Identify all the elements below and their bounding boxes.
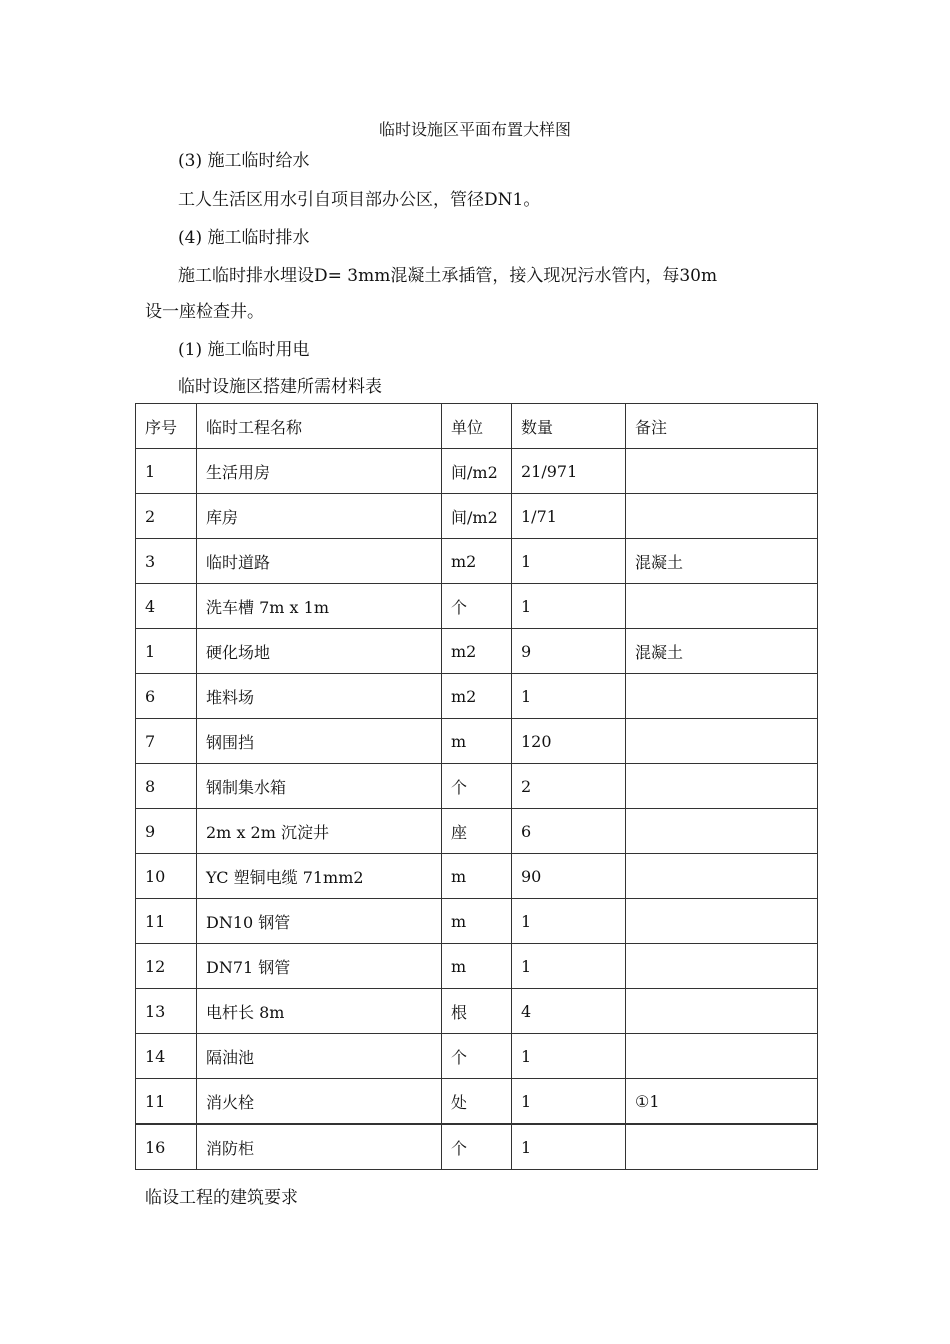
table-cell: 1/71	[512, 494, 626, 539]
table-cell: 11	[136, 1079, 197, 1125]
table-cell	[626, 719, 818, 764]
table-cell: 1	[512, 584, 626, 629]
table-cell: 个	[442, 1034, 512, 1079]
table-cell	[626, 809, 818, 854]
paragraph-water-supply: 工人生活区用水引自项目部办公区，管径DN1。	[178, 190, 541, 210]
table-row	[136, 944, 818, 989]
table-cell: DN10 钢管	[197, 899, 442, 944]
table-row	[136, 809, 818, 854]
table-cell	[626, 989, 818, 1034]
table-cell	[626, 1034, 818, 1079]
table-cell: 间/m2	[442, 449, 512, 494]
footer-heading: 临设工程的建筑要求	[145, 1188, 298, 1208]
table-cell: 混凝土	[626, 539, 818, 584]
table-cell: 个	[442, 764, 512, 809]
table-cell: 11	[136, 899, 197, 944]
materials-table	[135, 403, 818, 1170]
table-cell	[626, 764, 818, 809]
table-row	[136, 584, 818, 629]
table-cell: m	[442, 854, 512, 899]
table-row	[136, 854, 818, 899]
table-cell: 隔油池	[197, 1034, 442, 1079]
table-row	[136, 1034, 818, 1079]
table-cell	[626, 1124, 818, 1170]
page-title: 临时设施区平面布置大样图	[378, 120, 571, 139]
table-cell: 间/m2	[442, 494, 512, 539]
table-cell: 14	[136, 1034, 197, 1079]
table-cell: 混凝土	[626, 629, 818, 674]
table-cell: 1	[512, 674, 626, 719]
table-cell: ①1	[626, 1079, 818, 1125]
table-cell: 1	[512, 899, 626, 944]
header-cell: 数量	[512, 404, 626, 449]
table-cell: 90	[512, 854, 626, 899]
table-cell: 3	[136, 539, 197, 584]
table-cell: 消火栓	[197, 1079, 442, 1125]
table-cell: 2	[136, 494, 197, 539]
table-cell: 1	[512, 944, 626, 989]
table-cell	[626, 899, 818, 944]
table-cell	[626, 944, 818, 989]
table-cell: m2	[442, 539, 512, 584]
table-cell: 消防柜	[197, 1124, 442, 1170]
table-cell: m	[442, 944, 512, 989]
paragraph-drainage-line1: 施工临时排水埋设D= 3mm混凝土承插管，接入现况污水管内，每30m	[178, 266, 718, 286]
table-cell: m2	[442, 674, 512, 719]
header-cell: 单位	[442, 404, 512, 449]
table-caption: 临时设施区搭建所需材料表	[178, 377, 382, 397]
table-cell: 硬化场地	[197, 629, 442, 674]
table-cell: 2	[512, 764, 626, 809]
header-cell: 临时工程名称	[197, 404, 442, 449]
table-cell	[626, 854, 818, 899]
table-cell: 钢围挡	[197, 719, 442, 764]
table-cell: 钢制集水箱	[197, 764, 442, 809]
table-cell: 1	[136, 449, 197, 494]
table-cell: 处	[442, 1079, 512, 1125]
table-cell: m2	[442, 629, 512, 674]
table-header-row	[136, 404, 818, 449]
table-row	[136, 719, 818, 764]
table-cell: 个	[442, 1124, 512, 1170]
table-cell: 座	[442, 809, 512, 854]
table-cell: 120	[512, 719, 626, 764]
table-cell: 生活用房	[197, 449, 442, 494]
table-cell	[626, 674, 818, 719]
table-cell	[626, 494, 818, 539]
table-cell: YC 塑铜电缆 71mm2	[197, 854, 442, 899]
table-cell: 10	[136, 854, 197, 899]
table-cell: 根	[442, 989, 512, 1034]
table-row	[136, 629, 818, 674]
table-cell: 1	[136, 629, 197, 674]
header-cell: 序号	[136, 404, 197, 449]
table-cell: DN71 钢管	[197, 944, 442, 989]
table-cell: 堆料场	[197, 674, 442, 719]
table-row	[136, 449, 818, 494]
table-cell: 9	[512, 629, 626, 674]
table-cell: 1	[512, 539, 626, 584]
table-row	[136, 1079, 818, 1125]
table-cell: 8	[136, 764, 197, 809]
table-row	[136, 674, 818, 719]
table-cell: 电杆长 8m	[197, 989, 442, 1034]
table-cell: 13	[136, 989, 197, 1034]
table-cell: m	[442, 719, 512, 764]
table-cell: 4	[512, 989, 626, 1034]
table-cell: 库房	[197, 494, 442, 539]
table-cell: 临时道路	[197, 539, 442, 584]
table-cell: 4	[136, 584, 197, 629]
table-cell: 1	[512, 1124, 626, 1170]
table-row	[136, 989, 818, 1034]
table-cell: 16	[136, 1124, 197, 1170]
table-cell: m	[442, 899, 512, 944]
table-cell: 7	[136, 719, 197, 764]
table-cell: 1	[512, 1034, 626, 1079]
table-cell: 6	[136, 674, 197, 719]
header-cell: 备注	[626, 404, 818, 449]
table-cell: 2m x 2m 沉淀井	[197, 809, 442, 854]
table-cell: 洗车槽 7m x 1m	[197, 584, 442, 629]
section-heading-drainage: (4) 施工临时排水	[178, 228, 310, 248]
table-cell: 6	[512, 809, 626, 854]
table-row	[136, 899, 818, 944]
section-heading-water-supply: (3) 施工临时给水	[178, 151, 310, 171]
table-row	[136, 539, 818, 584]
table-row	[136, 494, 818, 539]
table-cell: 个	[442, 584, 512, 629]
section-heading-power: (1) 施工临时用电	[178, 340, 310, 360]
table-cell: 21/971	[512, 449, 626, 494]
paragraph-drainage-line2: 设一座检查井。	[145, 302, 264, 322]
table-cell	[626, 584, 818, 629]
table-cell: 12	[136, 944, 197, 989]
table-cell: 9	[136, 809, 197, 854]
table-row	[136, 764, 818, 809]
table-cell: 1	[512, 1079, 626, 1125]
table-cell	[626, 449, 818, 494]
table-row	[136, 1124, 818, 1170]
